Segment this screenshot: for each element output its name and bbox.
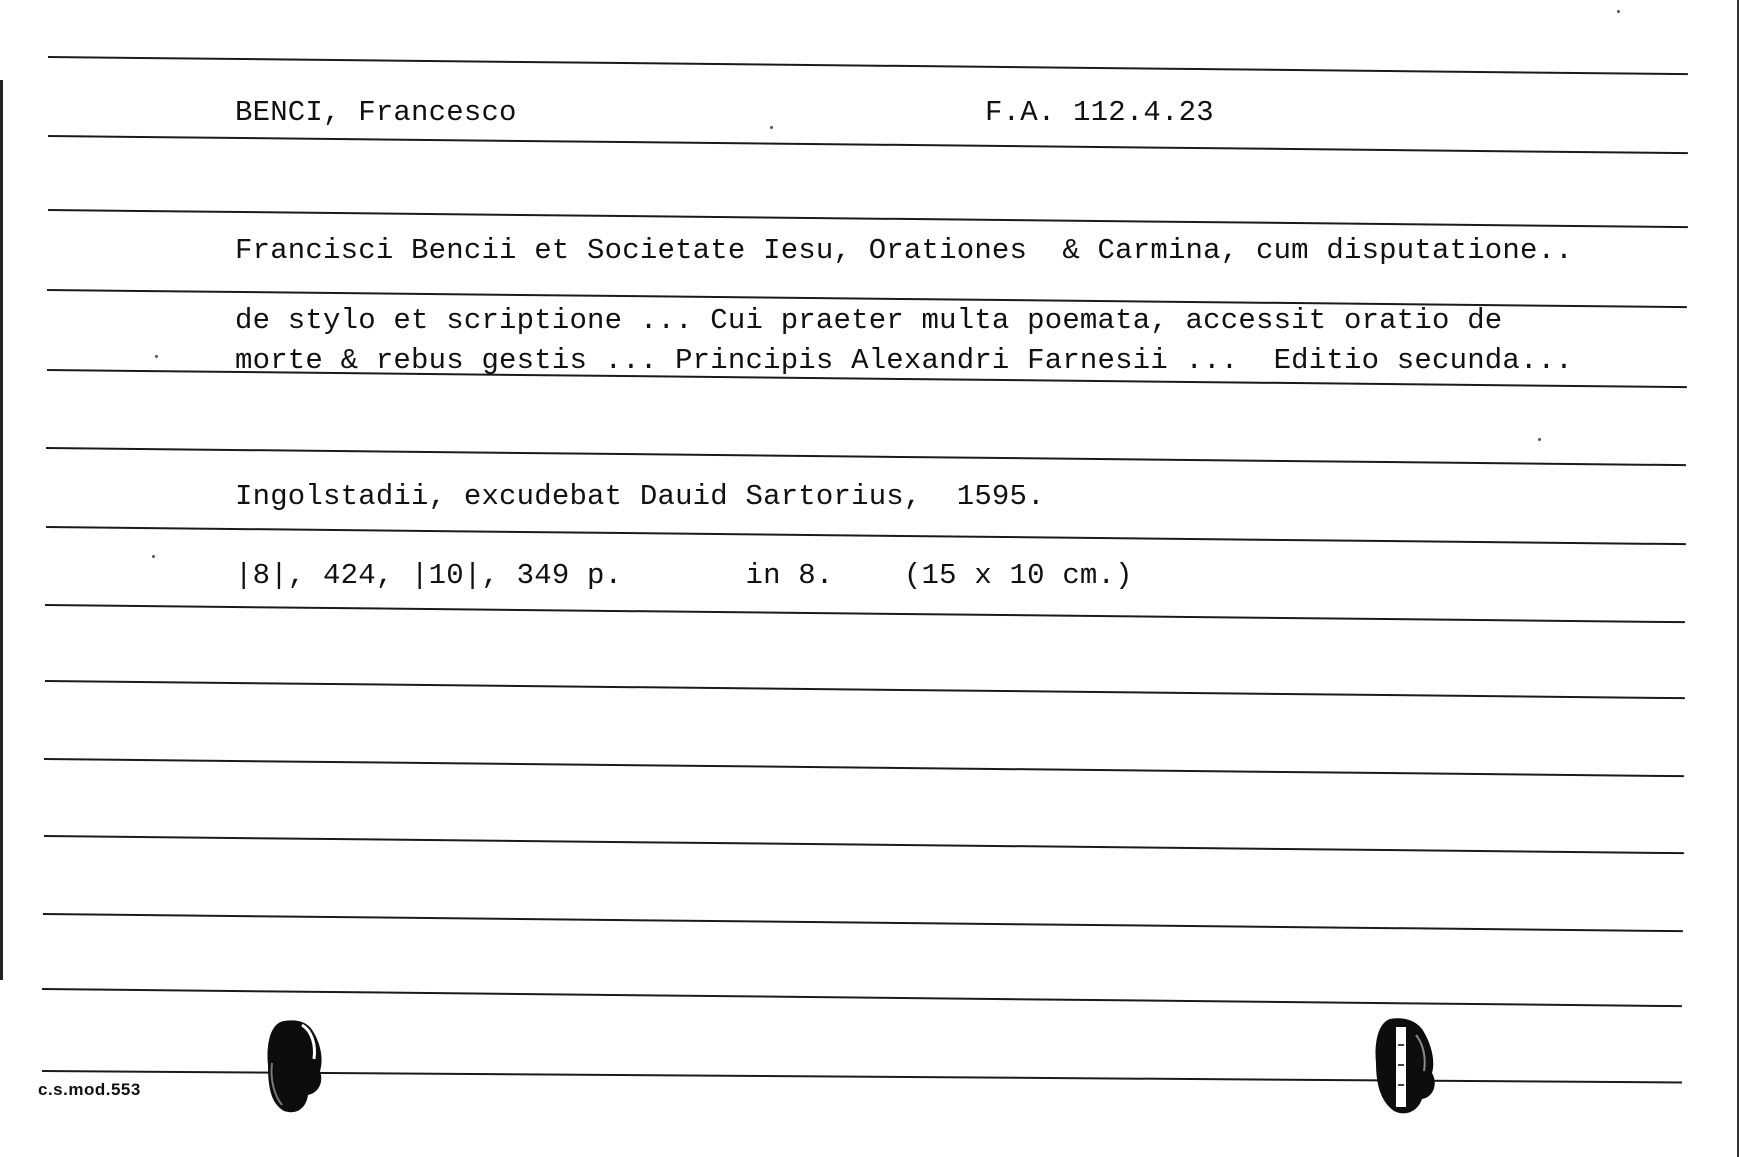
scan-speck bbox=[152, 555, 155, 558]
scan-speck bbox=[1617, 10, 1620, 13]
card-left-edge bbox=[0, 80, 3, 980]
scan-speck bbox=[155, 355, 158, 358]
ruled-line bbox=[44, 835, 1684, 854]
ruled-line bbox=[45, 604, 1685, 623]
imprint-line: Ingolstadii, excudebat Dauid Sartorius, 1595. bbox=[235, 480, 1045, 513]
ruled-line bbox=[48, 56, 1688, 75]
ruled-line bbox=[43, 913, 1683, 932]
scan-speck bbox=[770, 126, 773, 129]
collation-line: |8|, 424, |10|, 349 p. in 8. (15 x 10 cm.) bbox=[235, 559, 1133, 592]
scan-speck bbox=[1538, 438, 1541, 441]
form-code: c.s.mod.553 bbox=[38, 1080, 141, 1099]
ruled-line bbox=[44, 758, 1684, 777]
ruled-line bbox=[48, 209, 1688, 228]
ruled-line bbox=[46, 526, 1686, 545]
punch-hole-icon bbox=[262, 1015, 326, 1115]
shelfmark: F.A. 112.4.23 bbox=[985, 96, 1214, 129]
ruled-line bbox=[46, 447, 1686, 466]
ruled-line bbox=[48, 135, 1688, 154]
punch-hole-icon bbox=[1372, 1015, 1436, 1115]
title-line-3: morte & rebus gestis ... Principis Alexandri Farnesii ... Editio secunda... bbox=[235, 344, 1573, 377]
ruled-line bbox=[45, 680, 1685, 699]
title-line-1: Francisci Bencii et Societate Iesu, Orationes & Carmina, cum disputatione.. bbox=[235, 234, 1573, 267]
ruled-line bbox=[42, 988, 1682, 1007]
title-line-2: de stylo et scriptione ... Cui praeter multa poemata, accessit oratio de bbox=[235, 304, 1503, 337]
author-heading: BENCI, Francesco bbox=[235, 96, 517, 129]
